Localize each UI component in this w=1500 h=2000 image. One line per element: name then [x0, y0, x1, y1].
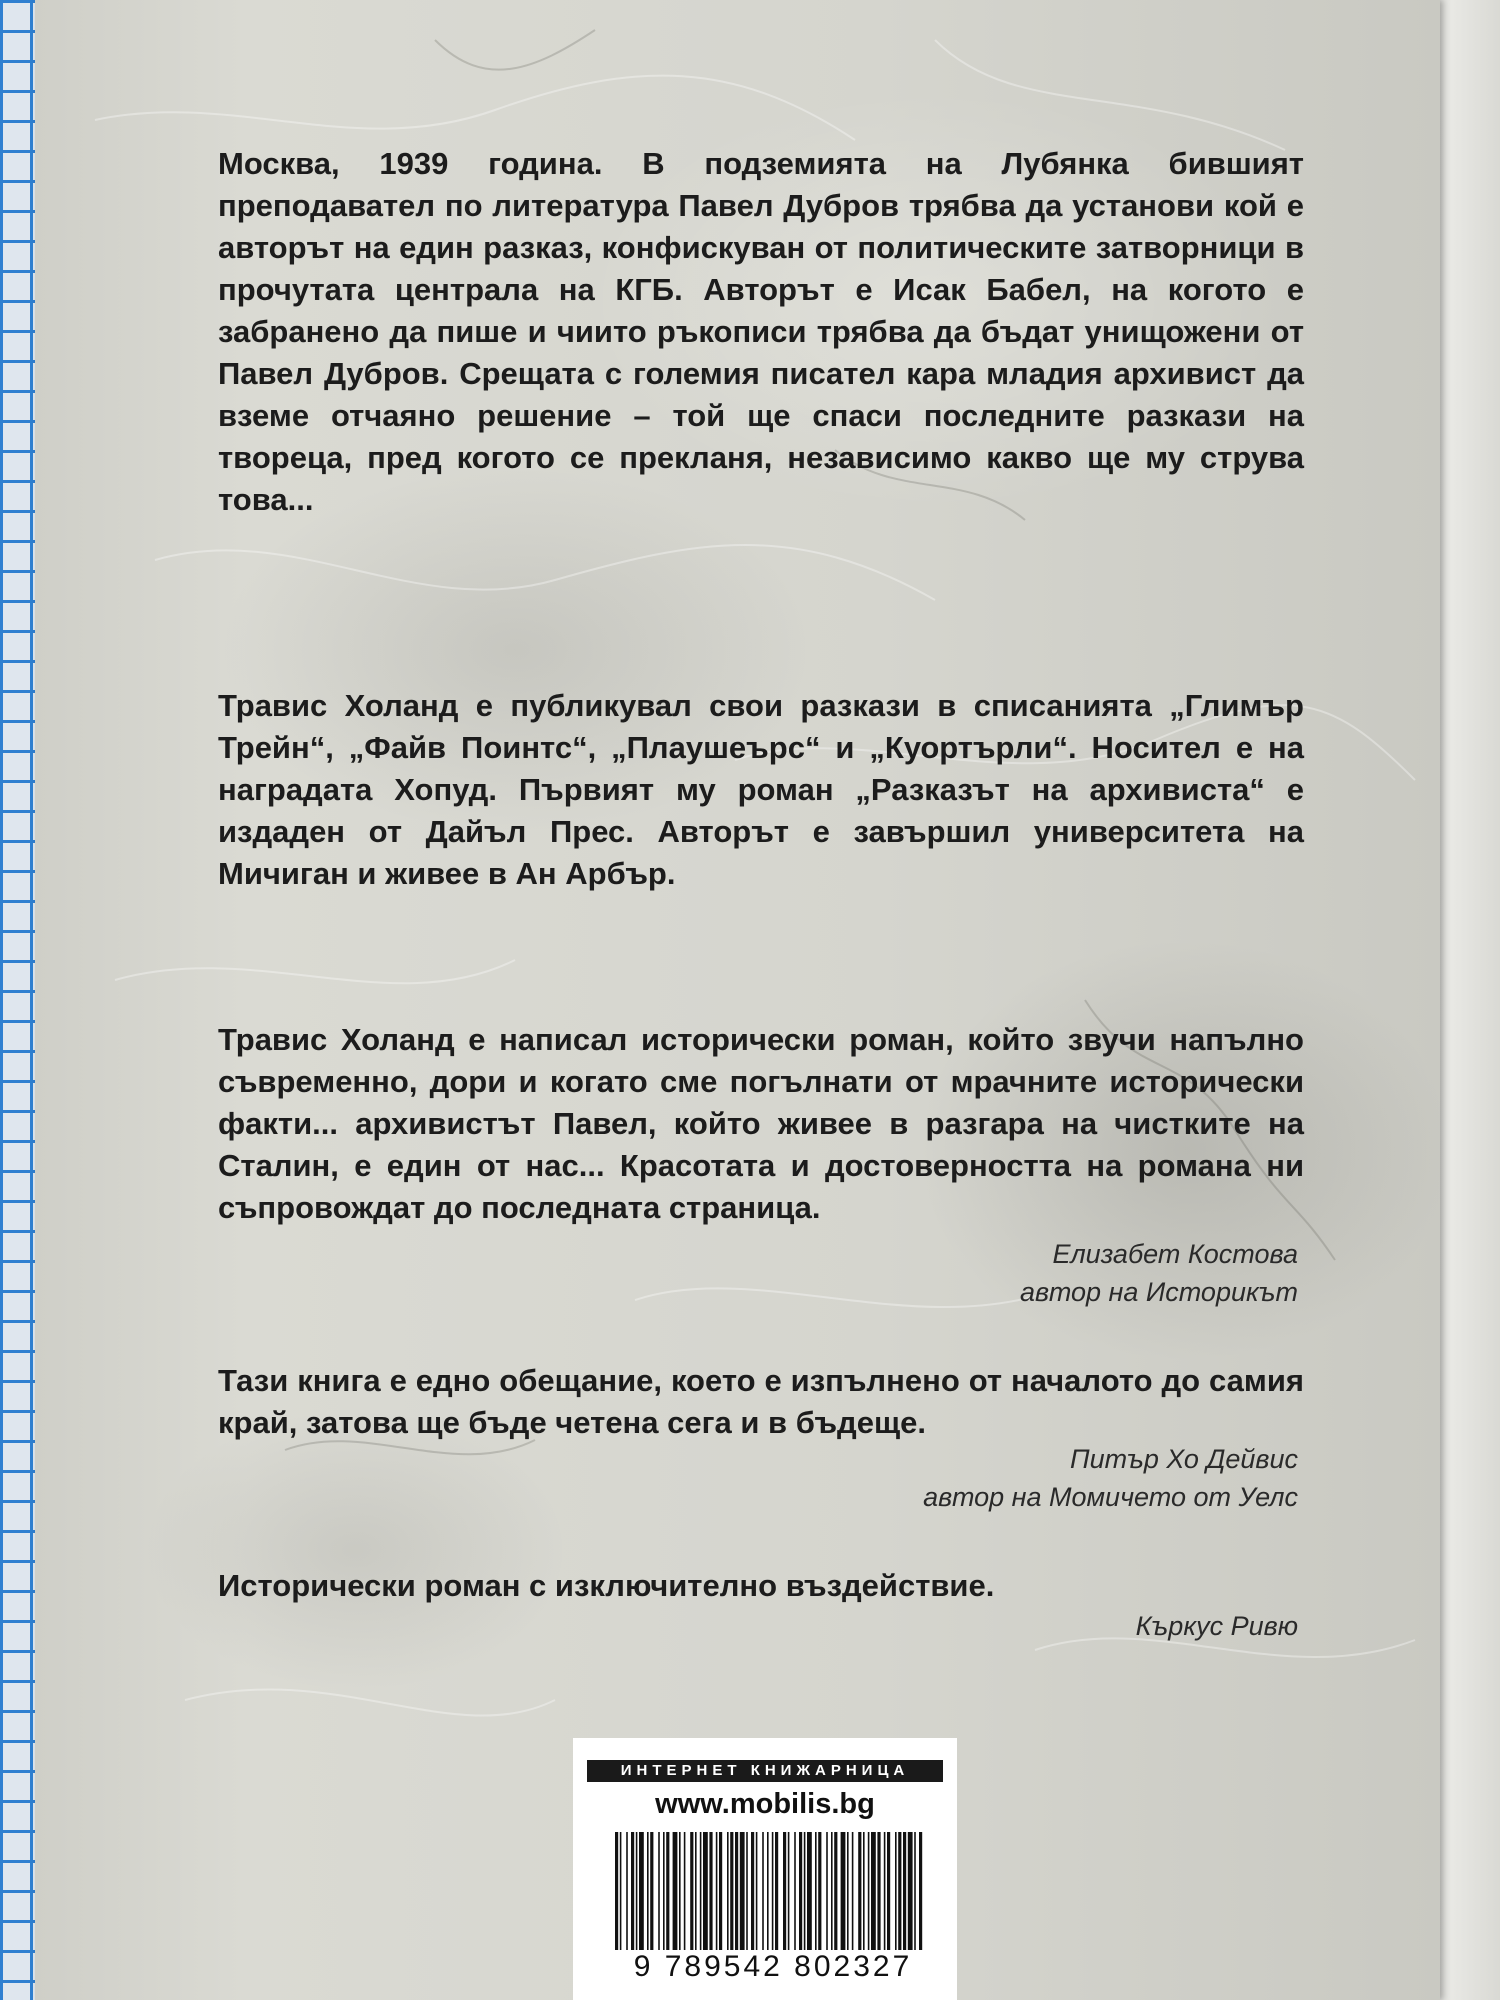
review-text: Исторически роман с изключително въздействие.	[218, 1568, 995, 1603]
review-attribution	[735, 1235, 1298, 1311]
store-label: ИНТЕРНЕТ КНИЖАРНИЦА	[587, 1760, 943, 1782]
store-url: www.mobilis.bg	[655, 1788, 875, 1820]
review-attribution	[735, 1607, 1298, 1645]
review-text: Травис Холанд е написал исторически роман, който звучи напълно съвременно, дори и когато сме погълнати от мрачните исторически факти... архивистът Павел, който живее в разгара на чистките на Сталин, е един от нас... Красотата и достоверността на романа ни съпровождат до последната страница.	[218, 1022, 1304, 1225]
review-author: Питър Хо Дейвис	[1070, 1444, 1298, 1474]
author-bio: Травис Холанд е публикувал свои разкази в списанията „Глимър Трейн“, „Файв Поинтс“, „Плаушеърс“ и „Куортърли“. Носител е на наградата Хопуд. Първият му роман „Разказът на архивиста“ е издаден от Дайъл Прес. Авторът е завършил университета на Мичиган и живее в Ан Арбър.	[218, 688, 1304, 891]
book-blurb: Москва, 1939 година. В подземията на Лубянка бившият преподавател по литература Павел Дубров трябва да установи кой е авторът на един разказ, конфискуван от политическите затворници в прочутата централа на КГБ. Авторът е Исак Бабел, на когото е забранено да пише и чиито ръкописи трябва да бъдат унищожени от Павел Дубров. Срещата с големия писател кара младия архивист да вземе отчаяно решение – той ще спаси последните разкази на твореца, пред когото се прекланя, независимо какво ще му струва това...	[218, 146, 1304, 517]
review-author-credit: автор на Момичето от Уелс	[923, 1482, 1298, 1512]
review-author: Елизабет Костова	[1052, 1239, 1298, 1269]
barcode	[613, 1832, 925, 1950]
barcode-sticker	[573, 1738, 957, 2000]
review-text: Тази книга е едно обещание, което е изпълнено от началото до самия край, затова ще бъде четена сега и в бъдеще.	[218, 1363, 1304, 1440]
review-author-credit: автор на Историкът	[1020, 1277, 1298, 1307]
book-back-cover	[35, 0, 1440, 2000]
review-attribution	[735, 1440, 1298, 1516]
isbn-number: 9 789542 802327	[633, 1950, 913, 1983]
review-author: Къркус Ривю	[1135, 1611, 1298, 1641]
